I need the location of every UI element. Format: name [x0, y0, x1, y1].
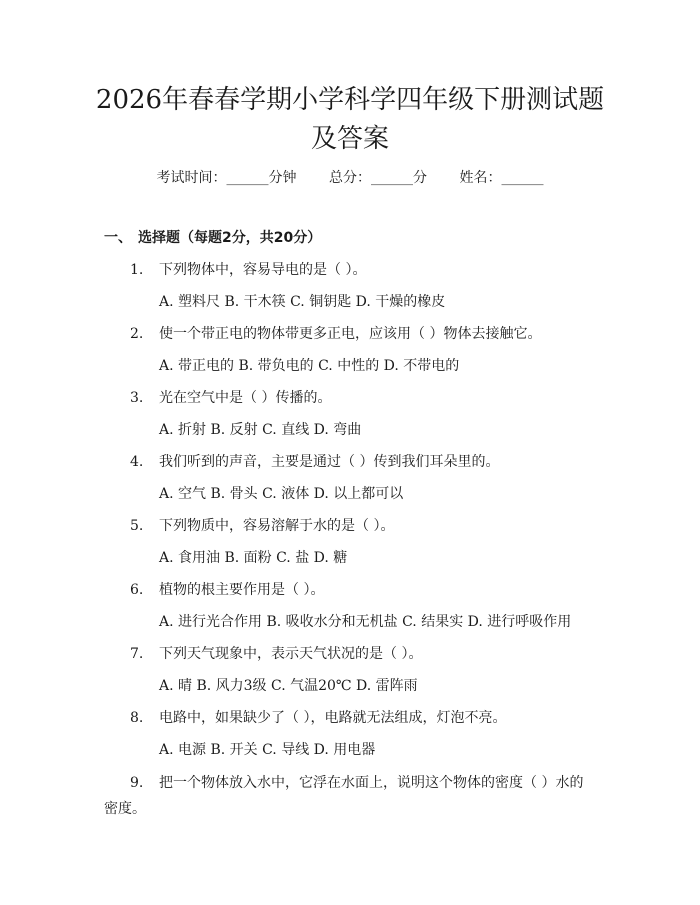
question-number: 8.	[130, 710, 144, 726]
question-5	[130, 516, 394, 536]
exam-time: 考试时间：______分钟	[156, 170, 297, 186]
section-title: 选择题（每题2分，共20分）	[138, 230, 322, 246]
question-3-options: A. 折射 B. 反射 C. 直线 D. 弯曲	[159, 422, 362, 438]
question-text: 植物的根主要作用是（ ）。	[159, 582, 325, 598]
document-title: 2026年春春学期小学科学四年级下册测试题	[95, 85, 605, 115]
question-text: 电路中，如果缺少了（ ），电路就无法组成，灯泡不亮。	[159, 710, 507, 726]
document-title-continued: 及答案	[310, 124, 389, 154]
question-8-options: A. 电源 B. 开关 C. 导线 D. 用电器	[159, 742, 376, 758]
section-number: 一、	[104, 230, 132, 246]
question-1	[130, 260, 366, 280]
question-text: 我们听到的声音，主要是通过（ ）传到我们耳朵里的。	[159, 454, 500, 470]
question-4-options: A. 空气 B. 骨头 C. 液体 D. 以上都可以	[159, 486, 404, 502]
question-3	[130, 388, 331, 408]
question-number: 9.	[130, 775, 144, 791]
question-2	[130, 324, 541, 344]
question-text: 光在空气中是（ ）传播的。	[159, 390, 332, 406]
question-7-options: A. 晴 B. 风力3级 C. 气温20℃ D. 雷阵雨	[159, 678, 418, 694]
question-2-options: A. 带正电的 B. 带负电的 C. 中性的 D. 不带电的	[159, 358, 460, 374]
question-number: 5.	[130, 518, 144, 534]
question-1-options: A. 塑料尺 B. 干木筷 C. 铜钥匙 D. 干燥的橡皮	[159, 294, 446, 310]
question-number: 3.	[130, 390, 144, 406]
question-number: 2.	[130, 326, 144, 342]
question-text: 下列物质中，容易溶解于水的是（ ）。	[159, 518, 395, 534]
question-number: 7.	[130, 646, 144, 662]
exam-total-score: 总分：______分	[329, 170, 427, 186]
question-7	[130, 644, 422, 664]
question-text: 下列天气现象中，表示天气状况的是（ ）。	[159, 646, 423, 662]
section-heading	[104, 228, 321, 248]
student-name: 姓名：______	[459, 170, 544, 186]
question-number: 6.	[130, 582, 144, 598]
question-number: 4.	[130, 454, 144, 470]
question-text: 下列物体中，容易导电的是（ ）。	[159, 262, 367, 278]
question-4	[130, 452, 499, 472]
question-number: 1.	[130, 262, 144, 278]
question-6-options: A. 进行光合作用 B. 吸收水分和无机盐 C. 结果实 D. 进行呼吸作用	[159, 614, 572, 630]
question-text: 把一个物体放入水中，它浮在水面上，说明这个物体的密度（ ）水的密度。	[104, 775, 584, 817]
question-text: 使一个带正电的物体带更多正电，应该用（ ）物体去接触它。	[159, 326, 542, 342]
question-6	[130, 580, 324, 600]
question-8	[130, 708, 506, 728]
exam-meta	[0, 168, 700, 188]
question-5-options: A. 食用油 B. 面粉 C. 盐 D. 糖	[159, 550, 348, 566]
question-9	[104, 770, 584, 822]
